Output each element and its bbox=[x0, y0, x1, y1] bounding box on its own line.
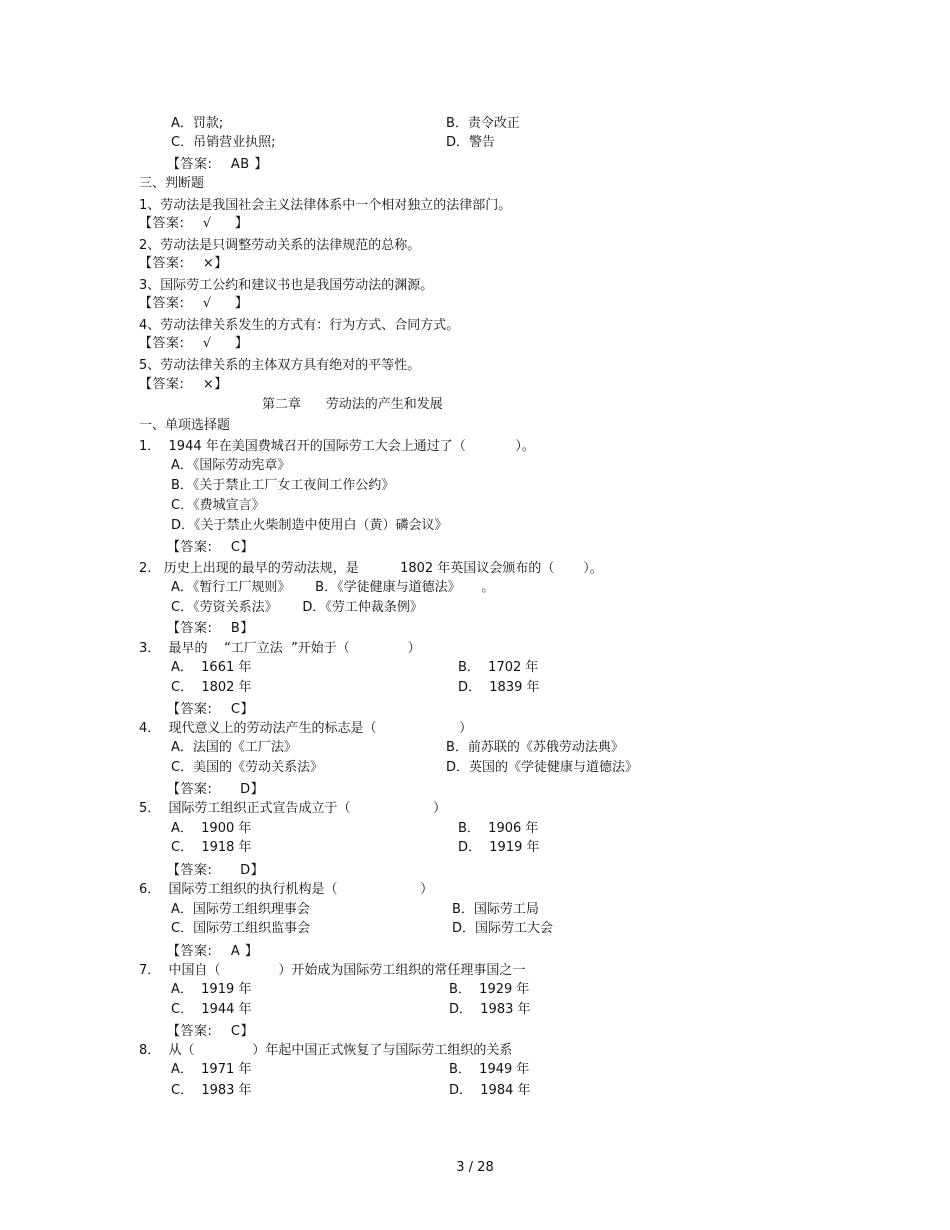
answer: 【答案: AB 】 bbox=[167, 157, 268, 172]
option-a: A．罚款; bbox=[171, 116, 224, 131]
option-line: C．《劳资关系法》 D．《劳工仲裁条例》 bbox=[171, 600, 423, 615]
judge-answer: 【答案: √ 】 bbox=[139, 296, 249, 311]
option-b: B．国际劳工局 bbox=[452, 902, 539, 917]
question-stem: 3． 最早的 “工厂立法 ”开始于（ ） bbox=[139, 641, 421, 656]
answer: 【答案: C】 bbox=[167, 540, 254, 555]
question-stem: 7． 中国自（ ）开始成为国际劳工组织的常任理事国之一 bbox=[139, 963, 526, 978]
option-d: D．国际劳工大会 bbox=[452, 921, 554, 936]
option-c: C．《费城宣言》 bbox=[171, 498, 265, 513]
question-stem: 1． 1944 年在美国费城召开的国际劳工大会上通过了（ ）。 bbox=[139, 439, 535, 454]
option-a: A．国际劳工组织理事会 bbox=[171, 902, 310, 917]
option-c: C． 1918 年 bbox=[171, 840, 252, 855]
option-b: B． 1702 年 bbox=[458, 660, 539, 675]
option-c: C．美国的《劳动关系法》 bbox=[171, 760, 324, 775]
answer: 【答案: D】 bbox=[167, 782, 265, 797]
option-a: A． 1971 年 bbox=[171, 1062, 252, 1077]
judge-answer: 【答案: ×】 bbox=[139, 256, 228, 271]
option-a: A． 1661 年 bbox=[171, 660, 252, 675]
judge-question: 1、劳动法是我国社会主义法律体系中一个相对独立的法律部门。 bbox=[139, 198, 512, 213]
judge-question: 4、劳动法律关系发生的方式有：行为方式、合同方式。 bbox=[139, 318, 460, 333]
judge-question: 3、国际劳工公约和建议书也是我国劳动法的渊源。 bbox=[139, 278, 434, 293]
option-line: A．《暂行工厂规则》 B．《学徒健康与道德法》 。 bbox=[171, 580, 495, 595]
option-d: D． 1984 年 bbox=[449, 1083, 531, 1098]
judge-question: 2、劳动法是只调整劳动关系的法律规范的总称。 bbox=[139, 238, 421, 253]
judge-answer: 【答案: ×】 bbox=[139, 377, 228, 392]
question-stem: 5． 国际劳工组织正式宣告成立于（ ） bbox=[139, 801, 447, 816]
section-heading: 三、判断题 bbox=[139, 176, 205, 191]
option-b: B． 1906 年 bbox=[458, 821, 539, 836]
option-b: B．前苏联的《苏俄劳动法典》 bbox=[446, 740, 624, 755]
answer: 【答案: C】 bbox=[167, 702, 254, 717]
option-a: A．法国的《工厂法》 bbox=[171, 740, 297, 755]
option-b: B．《关于禁止工厂女工夜间工作公约》 bbox=[171, 478, 395, 493]
answer: 【答案: A 】 bbox=[167, 944, 259, 959]
judge-answer: 【答案: √ 】 bbox=[139, 336, 249, 351]
option-c: C． 1802 年 bbox=[171, 680, 252, 695]
option-c: C． 1944 年 bbox=[171, 1002, 252, 1017]
section-heading: 一、单项选择题 bbox=[139, 418, 231, 433]
option-b: B． 1949 年 bbox=[449, 1062, 530, 1077]
option-c: C．国际劳工组织监事会 bbox=[171, 921, 311, 936]
judge-answer: 【答案: √ 】 bbox=[139, 216, 249, 231]
judge-question: 5、劳动法律关系的主体双方具有绝对的平等性。 bbox=[139, 358, 421, 373]
page-number: 3 / 28 bbox=[456, 1160, 494, 1175]
option-d: D．英国的《学徒健康与道德法》 bbox=[446, 760, 639, 775]
option-d: D． 1983 年 bbox=[449, 1002, 531, 1017]
answer: 【答案: C】 bbox=[167, 1024, 254, 1039]
option-c: C．吊销营业执照; bbox=[171, 135, 276, 150]
question-stem: 4． 现代意义上的劳动法产生的标志是（ ） bbox=[139, 721, 473, 736]
question-stem: 6． 国际劳工组织的执行机构是（ ） bbox=[139, 882, 434, 897]
answer: 【答案: D】 bbox=[167, 863, 265, 878]
question-stem: 8． 从（ ）年起中国正式恢复了与国际劳工组织的关系 bbox=[139, 1043, 513, 1058]
option-d: D．《关于禁止火柴制造中使用白（黄）磷会议》 bbox=[171, 518, 448, 533]
option-b: B．责令改正 bbox=[446, 116, 520, 131]
chapter-title: 第二章 劳动法的产生和发展 bbox=[262, 397, 443, 412]
option-b: B． 1929 年 bbox=[449, 982, 530, 997]
option-a: A．《国际劳动宪章》 bbox=[171, 458, 291, 473]
question-stem: 2. 历史上出现的最早的劳动法规，是 1802 年英国议会颁布的（ ）。 bbox=[139, 561, 603, 576]
option-d: D．警告 bbox=[446, 135, 496, 150]
option-d: D． 1919 年 bbox=[458, 840, 540, 855]
option-a: A． 1900 年 bbox=[171, 821, 252, 836]
option-a: A． 1919 年 bbox=[171, 982, 252, 997]
answer: 【答案: B】 bbox=[167, 621, 254, 636]
option-c: C． 1983 年 bbox=[171, 1083, 252, 1098]
option-d: D． 1839 年 bbox=[458, 680, 540, 695]
